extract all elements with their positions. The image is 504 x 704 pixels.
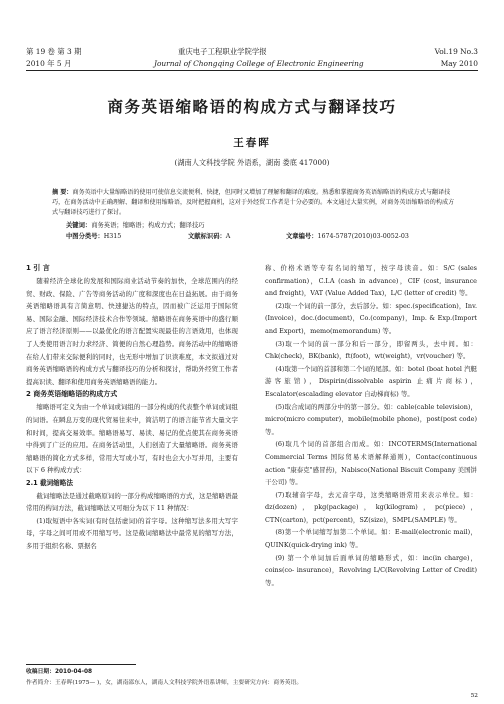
date-cn: 2010 年 5 月 — [26, 59, 72, 68]
paragraph: (2)取一个词的前一部分，去后部分。如：spec.(specification)，Inv.(Invoice)，doc.(document)，Co.(company)，Imp. & Exp.(Import and Export)，memo(memorandum) 等。 — [265, 301, 477, 335]
received-date: 收稿日期：2010-04-08 — [26, 669, 93, 675]
section-heading-introduction: 1 引 言 — [26, 264, 50, 272]
paragraph: (6)取几个词的首部组合而成。如：INCOTERMS(International Commercial Terms 国际贸易术语解释通则)，Contac(continuous action "康泰克"感冒药)，Nabisco(National Biscuit Company 美国饼干公司) 等。 — [265, 440, 477, 487]
paragraph: 缩略语可定义为由一个单词或词组的一部分构成的代表整个单词或词组的词语。在瞬息万变的现代贸易往来中，简洁明了的语言能节省大量文字和时间，提高交易效率。缩略语易写、易读、易记的优点使其在商务英语中得到了广泛的应用。在商务活动里，人们创造了大量缩略语。商务英语缩略语的简化方式多样，常用大写或小写，有时也会大小写并用，主要有以下 6 种构成方式： — [26, 403, 238, 475]
paragraph: (7)取辅音字母，去元音字母，这类缩略语常用来表示单位。如：dz(dozen)，pkg(package)，kg(kilogram)，pc(piece)，CTN(carton)，pct(percent)，SZ(size)，SMPL(SAMPLE) 等。 — [265, 490, 477, 524]
article-number-label: 文章编号： — [286, 233, 318, 240]
paragraph: 称、价格术语等专有名词的缩写，按字母读音。如：S/C (sales confirmation)，C.I.A (cash in advance)，CIF (cost, insurance and freight)，VAT (Value Added Tax)，L/C (letter of credit) 等。 — [265, 264, 477, 298]
footnote-rule — [26, 664, 136, 665]
abstract — [52, 188, 456, 219]
abstract-text: 商务英语中大量缩略语的使用可使信息交流便利、快捷，但同时又增加了理解和翻译的难度。熟悉和掌握商务英语缩略语的构成方式与翻译技巧，在商务活动中正确理解、翻译和使用缩略语，及时把握商机，这对于外经贸工作者是十分必要的。本文通过大量实例，对商务英语缩略语的构成方式与翻译技巧进行了探讨。 — [52, 189, 455, 217]
date-en: May 2010 — [440, 59, 478, 68]
abstract-label: 摘 要： — [52, 189, 73, 196]
page-number: 52 — [470, 693, 478, 699]
paragraph: (4)取第一个词的首部和第二个词的尾部。如：botel (boat hotel 汽艇游客旅馆)，Dispirin(dissolvable aspirin 止痛片商标)，Escalator(escalading elevator 自动梯商标) 等。 — [265, 364, 477, 398]
page-number-row — [26, 692, 478, 701]
volume-issue-cn: 第 19 卷 第 3 期 — [26, 47, 82, 56]
article-number — [286, 232, 409, 241]
doc-code-label: 文献标识码： — [188, 233, 226, 240]
doc-code-value: A — [225, 233, 231, 240]
paragraph: (3)取一个词的前一部分和后一部分，即留两头，去中间。如：Chk(check)，BK(bank)，ft(foot)，wt(weight)，vr(voucher) 等。 — [265, 339, 477, 361]
article-number-value: 1674-5787(2010)03-0052-03 — [317, 233, 409, 240]
paragraph: 随着经济全球化的发展和国际商业活动节奏的加快，全球范围内的经贸、财政、保险、广告等商务活动的广度和深度也在日益拓展。由于商务英语缩略语具有言简意明、快速捷达的特点，因而被广泛运用于国际贸易、国际金融、国际经济技术合作等领域。缩略语在商务英语中的盛行顺应了语言经济原则——以最优化的语言配置实现最佳的言语效用，也体现了人类使用语言时力求经济、简便的自然心理趋势。商务活动中的缩略语在给人们带来交际便利的同时，也无形中增加了识读难度，本文拟通过对商务英语缩略语的构成方式与翻译技巧的分析和探讨，帮助外经贸工作者提高识读、翻译和使用商务英语缩略语的能力。 — [26, 277, 238, 386]
paragraph: (1)取短语中各实词(有时包括虚词)的首字母。这种缩写法多用大写字母，字母之间可用或不用缩写号。这是截词缩略法中最常见的缩写方法，多用于组织名称、票据名 — [26, 516, 238, 550]
footnote-author-bio — [26, 679, 478, 688]
section-heading-formation: 2 商务英语缩略语的构成方式 — [26, 390, 118, 399]
clc-label: 中图分类号： — [66, 233, 104, 240]
journal-name-cn: 重庆电子工程职业学院学报 — [178, 47, 267, 56]
paragraph: (8)第一个单词缩写加第二个单词。如：E-mail(electronic mail)，QUINK(quick-drying ink) 等。 — [265, 528, 477, 550]
clc-number — [66, 232, 121, 241]
author-affiliation: (湖南人文科技学院 外语系，湖南 娄底 417000) — [174, 158, 330, 167]
keywords-label: 关键词： — [66, 222, 92, 229]
right-column — [265, 262, 477, 589]
left-column — [26, 262, 238, 552]
author-bio: 作者简介：王春晖(1975— )，女，湖南邵东人，湖南人文科技学院外语系讲师，主要研究方向：商务英语。 — [26, 680, 303, 686]
volume-issue-en: Vol.19 No.3 — [434, 47, 478, 56]
paragraph: 截词缩略法是通过截略原词的一部分构成缩略语的方式，这是缩略语最常用的构词方法，截词缩略法又可细分为以下 11 种情况： — [26, 491, 238, 513]
author-name: 王春晖 — [233, 137, 271, 149]
paragraph: (9) 第一个单词加后面单词的缩略形式，如：inc(in charge)，coins(co- insurance)，Revolving L/C(Revolving Letter of Credit) 等。 — [265, 553, 477, 587]
header-rule — [26, 70, 478, 71]
journal-name-en: Journal of Chongqing College of Electronic Engineering — [154, 59, 364, 68]
document-code — [188, 232, 230, 241]
paper-title: 商务英语缩略语的构成方式与翻译技巧 — [107, 97, 397, 116]
footnote-received — [26, 668, 478, 677]
paragraph: (5)取合成词的两部分中的第一部分。如：cable(cable television)，micro(micro computer)，mobile(mobile phone)，post(post code) 等。 — [265, 402, 477, 436]
clc-value: H315 — [103, 233, 122, 240]
keywords — [66, 221, 205, 230]
keywords-text: 商务英语；缩略语；构成方式；翻译技巧 — [91, 222, 205, 229]
subsection-heading-clipping: 2.1 截词缩略法 — [26, 478, 73, 487]
